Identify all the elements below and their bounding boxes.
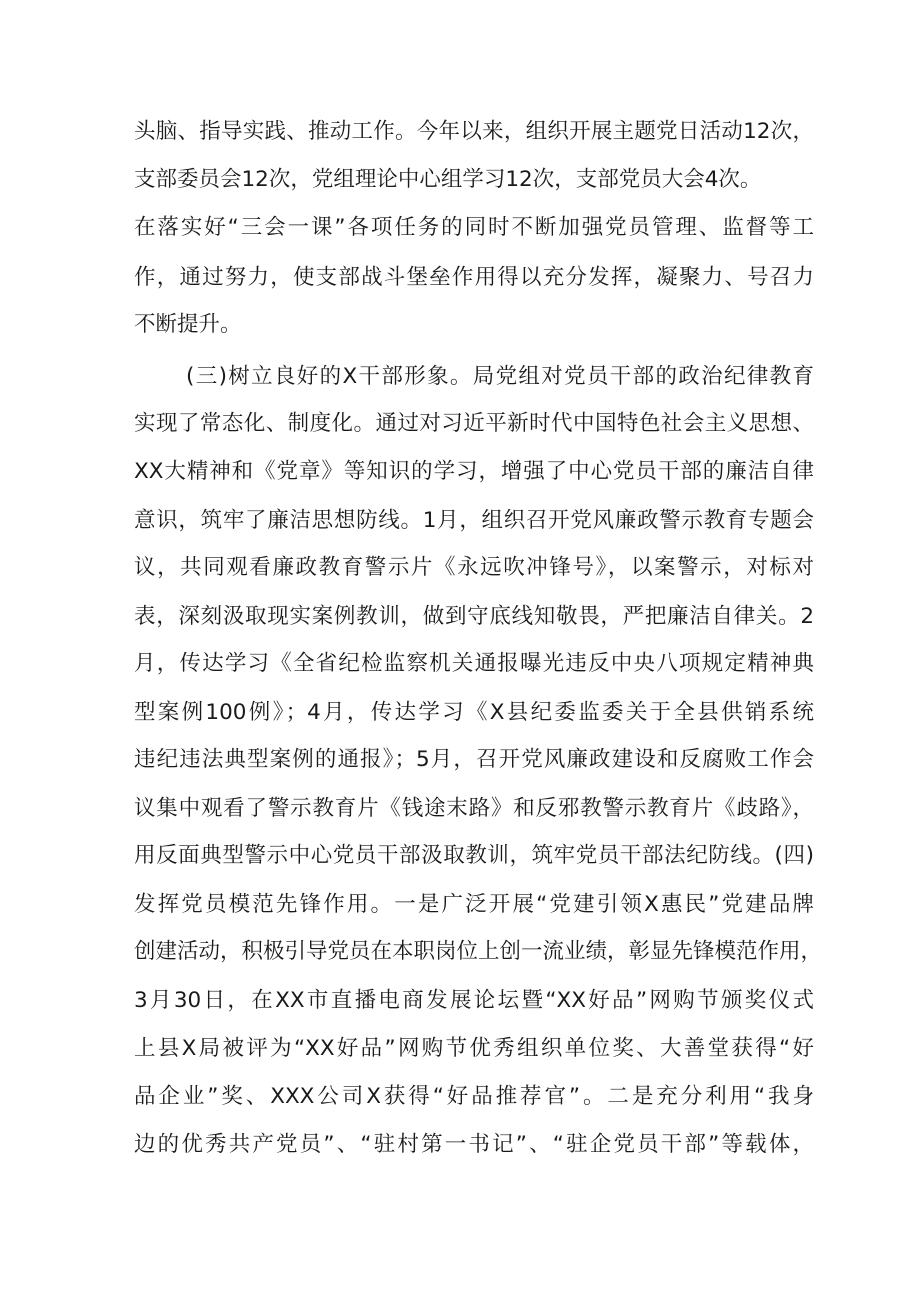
text-line-5: 不断提升。 — [134, 312, 242, 337]
text-line-14: 违纪违法典型案例的通报》；5月，召开党风廉政建设和反腐败工作会 — [134, 747, 814, 772]
text-line-15: 议集中观看了警示教育片《钱途末路》和反邪教警示教育片《歧路》， — [134, 796, 814, 821]
text-line-12: 月，传达学习《全省纪检监察机关通报曝光违反中央八项规定精神典 — [134, 651, 814, 676]
text-line-11: 表，深刻汲取现实案例教训，做到守底线知敬畏，严把廉洁自律关。2 — [134, 604, 814, 629]
text-line-13: 型案例100例》；4月，传达学习《X县纪委监委关于全县供销系统 — [134, 700, 814, 725]
text-line-21: 品企业”奖、XXX公司X获得“好品推荐官”。二是充分利用“我身 — [134, 1084, 814, 1109]
text-line-8: XX大精神和《党章》等知识的学习，增强了中心党员干部的廉洁自律 — [134, 459, 814, 484]
text-line-7: 实现了常态化、制度化。通过对习近平新时代中国特色社会主义思想、 — [134, 411, 814, 436]
text-line-4: 作，通过努力，使支部战斗堡垒作用得以充分发挥，凝聚力、号召力 — [134, 265, 814, 290]
text-line-3: 在落实好“三会一课”各项任务的同时不断加强党员管理、监督等工 — [134, 215, 814, 240]
text-line-9: 意识，筑牢了廉洁思想防线。1月，组织召开党风廉政警示教育专题会 — [134, 508, 814, 533]
text-line-10: 议，共同观看廉政教育警示片《永远吹冲锋号》，以案警示，对标对 — [134, 555, 814, 580]
text-line-19: 3月30日，在XX市直播电商发展论坛暨“XX好品”网购节颁奖仪式 — [134, 988, 814, 1013]
text-line-17: 发挥党员模范先锋作用。一是广泛开展“党建引领X惠民”党建品牌 — [134, 892, 814, 917]
text-line-20: 上县X局被评为“XX好品”网购节优秀组织单位奖、大善堂获得“好 — [134, 1036, 814, 1061]
text-line-22: 边的优秀共产党员”、“驻村第一书记”、“驻企党员干部”等载体， — [134, 1132, 814, 1157]
paragraph-3-heading-line: (三)树立良好的X干部形象。局党组对党员干部的政治纪律教育 — [186, 364, 814, 389]
text-line-2: 支部委员会12次，党组理论中心组学习12次，支部党员大会4次。 — [134, 167, 762, 192]
text-line-18: 创建活动，积极引导党员在本职岗位上创一流业绩，彰显先锋模范作用， — [134, 939, 823, 964]
text-line-1: 头脑、指导实践、推动工作。今年以来，组织开展主题党日活动12次， — [134, 119, 814, 144]
text-line-16: 用反面典型警示中心党员干部汲取教训，筑牢党员干部法纪防线。(四) — [134, 843, 814, 868]
